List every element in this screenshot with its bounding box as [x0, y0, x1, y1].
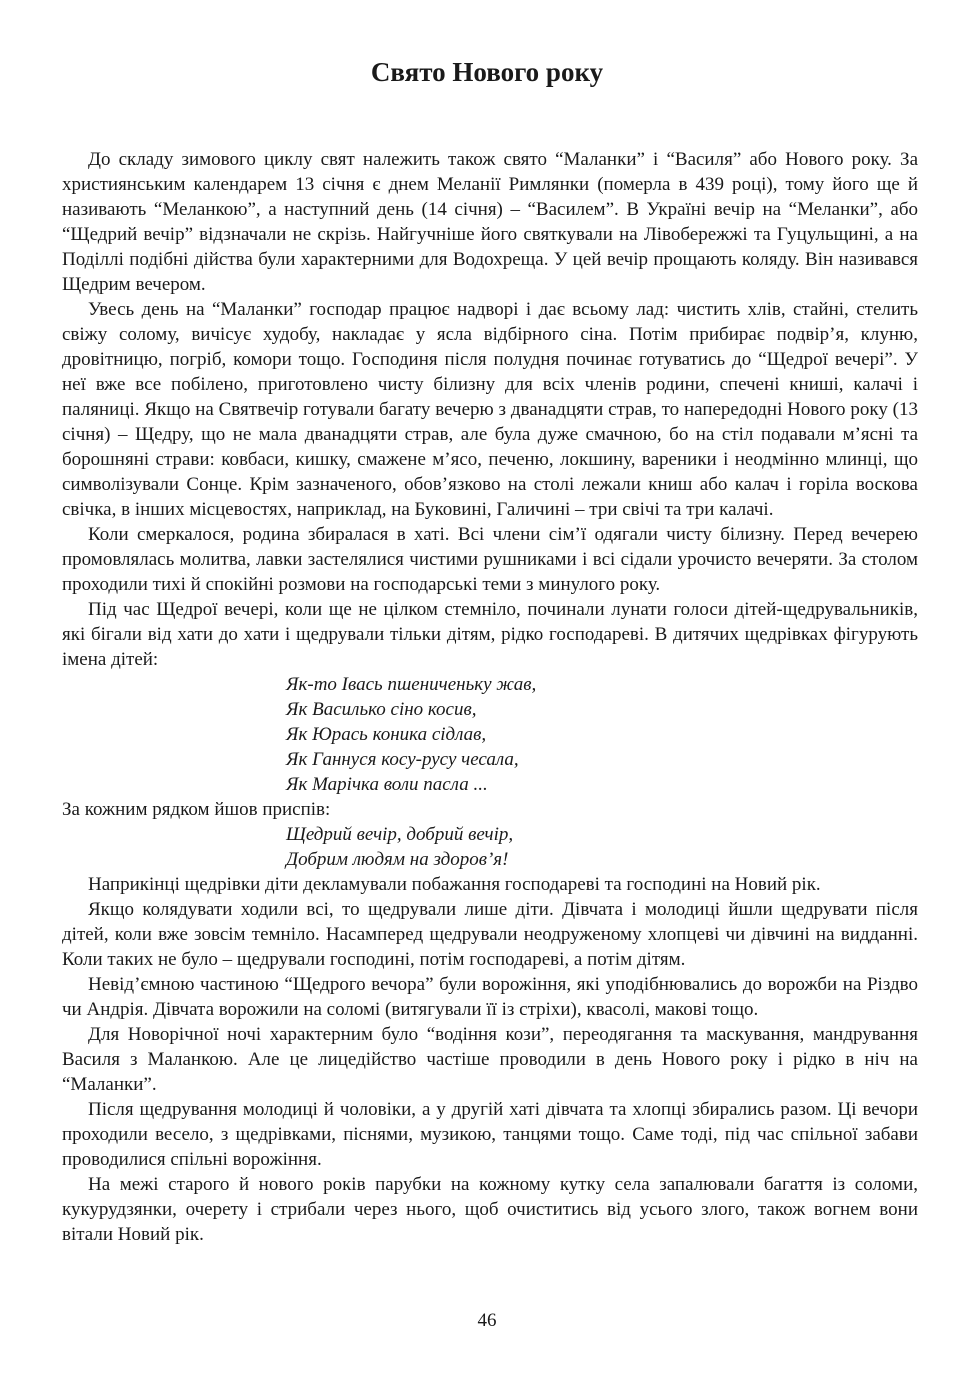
page-title: Свято Нового року	[370, 57, 604, 87]
paragraph: Після щедрування молодиці й чоловіки, а у другій хаті дівчата та хлопці збирались разом. Ці вечори проходили весело, з щедрівками, піснями, музикою, танцями тощо. Саме тоді, під час спільної забави проводилися спільні ворожіння.	[62, 1099, 918, 1170]
verse-line: Як Василько сіно косив,	[286, 699, 477, 720]
page-number: 46	[477, 1310, 497, 1331]
paragraph: Наприкінці щедрівки діти декламували побажання господареві та господині на Новий рік.	[88, 874, 821, 895]
paragraph: Коли смеркалося, родина збиралася в хаті. Всі члени сім’ї одягали чисту білизну. Перед вечерею промовлялась молитва, лавки застелялися чистими рушниками і всі сідали урочисто вечеряти. За столом проходили тихі й спокійні розмови на господарські теми з минулого року.	[62, 524, 918, 595]
paragraph: Невід’ємною частиною “Щедрого вечора” були ворожіння, які уподібнювались до ворожби на Різдво чи Андрія. Дівчата ворожили на соломі (витягували її із стріхи), квасолі, макові тощо.	[62, 974, 918, 1020]
paragraph: Для Новорічної ночі характерним було “водіння кози”, переодягання та маскування, мандрування Василя з Маланкою. Але це лицедійство частіше проводили в день Нового року і рідко в ніч на “Маланки”.	[62, 1024, 918, 1095]
paragraph: Якщо колядувати ходили всі, то щедрували лише діти. Дівчата і молодиці йшли щедрувати після дітей, коли вже зовсім темніло. Насамперед щедрували неодруженому хлопцеві чи дівчині на видданні. Коли таких не було – щедрували господині, потім господареві, а потім дітям.	[62, 899, 918, 970]
verse-block	[62, 672, 918, 797]
verse-line: Як Ганнуся косу-русу чесала,	[286, 749, 519, 770]
paragraph: На межі старого й нового років парубки на кожному кутку села запалювали багаття із соломи, кукурудзянки, очерету і стрибали через нього, щоб очиститись від усього злого, також вогнем вони вітали Новий рік.	[62, 1174, 918, 1245]
refrain-block	[62, 822, 918, 872]
paragraph: Увесь день на “Маланки” господар працює надворі і дає всьому лад: чистить хлів, стайні, стелить свіжу солому, вичісує худобу, накладає у ясла відбірного сіна. Потім прибирає подвір’я, клуню, дровітницю, погріб, комори тощо. Господиня після полудня починає готуватись до “Щедрої вечері”. У неї вже все побілено, приготовлено чисту білизну для всіх членів родини, спечені книші, калачі і паляниці. Якщо на Святвечір готували багату вечерю з дванадцяти страв, то напередодні Нового року (13 січня) – Щедру, що не мала дванадцяти страв, але була дуже смачною, бо на стіл подавали м’ясні та борошняні страви: ковбаси, кишку, смажене м’ясо, печеню, локшину, вареники і неодмінно млинці, що символізували Сонце. Крім зазначеного, обов’язково на столі лежали книш або калач і горіла воскова свічка, в інших місцевостях, наприклад, на Буковині, Галичині – три свічі та три калачі.	[62, 299, 918, 520]
verse-line: Як Марічка воли пасла ...	[286, 774, 488, 795]
paragraph: Під час Щедрої вечері, коли ще не цілком стемніло, починали лунати голоси дітей-щедрувальників, які бігали від хати до хати і щедрували тільки дітям, рідко господареві. В дитячих щедрівках фігурують імена дітей:	[62, 599, 918, 670]
verse-line: Добрим людям на здоров’я!	[286, 849, 509, 870]
verse-line: Щедрий вечір, добрий вечір,	[286, 824, 514, 845]
verse-line: Як Юрась коника сідлав,	[286, 724, 487, 745]
paragraph: До складу зимового циклу свят належить також свято “Маланки” і “Василя” або Нового року. За християнським календарем 13 січня є днем Меланії Римлянки (померла в 439 році), тому його ще й називають “Меланкою”, а наступний день (14 січня) – “Василем”. В Україні вечір на “Меланки”, або “Щедрий вечір” відзначали не скрізь. Найгучніше його святкували на Лівобережжі та Гуцульщині, а на Поділлі подібні дійства були характерними для Водохреща. У цей вечір прощають коляду. Він називався Щедрим вечером.	[62, 149, 918, 295]
refrain-intro: За кожним рядком йшов приспів:	[62, 799, 331, 820]
verse-line: Як-то Івась пшениченьку жав,	[286, 674, 537, 695]
article-body	[62, 147, 918, 1247]
